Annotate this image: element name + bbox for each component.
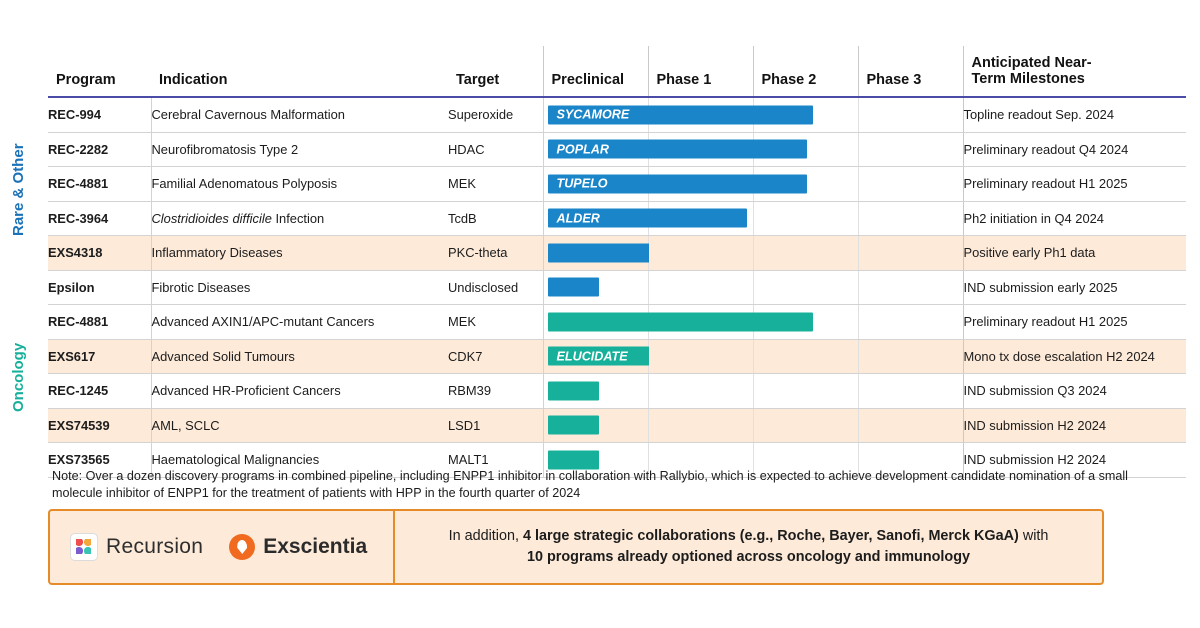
cell-phase-preclinical — [543, 132, 648, 167]
trial-name-label: TUPELO — [556, 176, 608, 191]
cell-phase-preclinical — [543, 305, 648, 340]
cell-target: PKC-theta — [448, 236, 543, 271]
exscientia-mark-icon — [229, 534, 255, 560]
group-label-oncology: Oncology — [10, 342, 27, 413]
table-row — [48, 167, 1186, 202]
cell-program: EXS73565 — [48, 443, 151, 478]
cell-indication: Advanced AXIN1/APC-mutant Cancers — [151, 305, 448, 340]
cell-milestone: Preliminary readout H1 2025 — [963, 167, 1186, 202]
cell-program: REC-3964 — [48, 201, 151, 236]
group-label-rare: Rare & Other — [10, 143, 27, 237]
cell-phase-preclinical — [543, 201, 648, 236]
cell-phase-3 — [858, 236, 963, 271]
exscientia-wordmark: Exscientia — [263, 535, 368, 558]
cell-program: EXS4318 — [48, 236, 151, 271]
partner-logos — [50, 511, 395, 583]
cell-phase-3 — [858, 97, 963, 132]
cell-phase-1 — [648, 270, 753, 305]
table-row — [48, 408, 1186, 443]
indication-italic: Clostridioides difficile — [151, 210, 272, 226]
cell-program: EXS617 — [48, 339, 151, 374]
cell-indication: Cerebral Cavernous Malformation — [151, 97, 448, 132]
cell-phase-1 — [648, 236, 753, 271]
table-row — [48, 374, 1186, 409]
cell-milestone: IND submission early 2025 — [963, 270, 1186, 305]
cell-program: REC-4881 — [48, 305, 151, 340]
cell-milestone: Preliminary readout Q4 2024 — [963, 132, 1186, 167]
cell-phase-1 — [648, 167, 753, 202]
cell-target: MEK — [448, 305, 543, 340]
table-row — [48, 236, 1186, 271]
cell-program: REC-4881 — [48, 167, 151, 202]
cell-program: Epsilon — [48, 270, 151, 305]
cell-phase-1 — [648, 305, 753, 340]
cell-milestone: IND submission Q3 2024 — [963, 374, 1186, 409]
cell-target: RBM39 — [448, 374, 543, 409]
cell-phase-1 — [648, 132, 753, 167]
cell-phase-2 — [753, 201, 858, 236]
cell-phase-2 — [753, 374, 858, 409]
cell-target: CDK7 — [448, 339, 543, 374]
cell-milestone: Ph2 initiation in Q4 2024 — [963, 201, 1186, 236]
cell-indication: Advanced HR-Proficient Cancers — [151, 374, 448, 409]
pipeline-note: Note: Over a dozen discovery programs in combined pipeline, including ENPP1 inhibitor in collaboration with Rallybio, which is expected to achieve development candidate nomination of a small molecule inhibitor of ENPP1 for the treatment of patients with HPP in the fourth quarter of 2024 — [52, 469, 1128, 500]
table-row — [48, 270, 1186, 305]
exscientia-logo — [229, 534, 367, 560]
header-milestones — [963, 46, 1186, 97]
footer-mid: with — [1018, 528, 1049, 545]
header-target: Target — [456, 72, 500, 88]
cell-milestone: Topline readout Sep. 2024 — [963, 97, 1186, 132]
cell-phase-preclinical — [543, 270, 648, 305]
recursion-logo — [70, 533, 203, 561]
cell-phase-2 — [753, 132, 858, 167]
cell-phase-preclinical — [543, 374, 648, 409]
cell-program: EXS74539 — [48, 408, 151, 443]
cell-phase-3 — [858, 270, 963, 305]
trial-name-label: POPLAR — [556, 142, 609, 157]
collaborations-banner — [48, 509, 1104, 585]
header-program: Program — [56, 72, 116, 88]
cell-target: LSD1 — [448, 408, 543, 443]
header-phase1: Phase 1 — [648, 46, 753, 97]
cell-phase-1 — [648, 97, 753, 132]
cell-phase-1 — [648, 374, 753, 409]
cell-indication — [151, 201, 448, 236]
cell-phase-2 — [753, 408, 858, 443]
table-header-row — [48, 46, 1186, 97]
table-row — [48, 201, 1186, 236]
table-row — [48, 339, 1186, 374]
cell-phase-preclinical — [543, 339, 648, 374]
cell-phase-3 — [858, 132, 963, 167]
cell-phase-2 — [753, 270, 858, 305]
cell-milestone: IND submission H2 2024 — [963, 408, 1186, 443]
cell-phase-1 — [648, 339, 753, 374]
header-preclinical: Preclinical — [543, 46, 648, 97]
cell-indication: Neurofibromatosis Type 2 — [151, 132, 448, 167]
trial-name-label: ELUCIDATE — [556, 349, 628, 364]
cell-target: Superoxide — [448, 97, 543, 132]
footer-bold-2: 10 programs already optioned across oncology and immunology — [526, 549, 970, 565]
cell-program: REC-994 — [48, 97, 151, 132]
cell-phase-2 — [753, 236, 858, 271]
cell-target: MALT1 — [448, 443, 543, 478]
progress-bar — [548, 278, 600, 297]
header-milestones-line2: Term Milestones — [971, 71, 1085, 88]
cell-phase-2 — [753, 339, 858, 374]
cell-phase-3 — [858, 408, 963, 443]
cell-phase-3 — [858, 339, 963, 374]
cell-target: MEK — [448, 167, 543, 202]
recursion-mark-icon — [70, 533, 98, 561]
cell-program: REC-2282 — [48, 132, 151, 167]
table-row — [48, 305, 1186, 340]
cell-milestone: Mono tx dose escalation H2 2024 — [963, 339, 1186, 374]
cell-phase-1 — [648, 408, 753, 443]
cell-phase-1 — [648, 201, 753, 236]
cell-target: TcdB — [448, 201, 543, 236]
footer-prefix: In addition, — [448, 528, 523, 545]
header-milestones-line1: Anticipated Near- — [971, 54, 1092, 71]
indication-rest: Infection — [271, 210, 325, 226]
cell-phase-3 — [858, 374, 963, 409]
cell-program: REC-1245 — [48, 374, 151, 409]
cell-phase-3 — [858, 167, 963, 202]
progress-bar — [548, 416, 600, 435]
cell-target: HDAC — [448, 132, 543, 167]
cell-target: Undisclosed — [448, 270, 543, 305]
table-row — [48, 132, 1186, 167]
collaborations-text — [395, 511, 1102, 583]
cell-indication: AML, SCLC — [151, 408, 448, 443]
footer-bold-1: 4 large strategic collaborations (e.g., Roche, Bayer, Sanofi, Merck KGaA) — [522, 528, 1019, 545]
cell-phase-preclinical — [543, 408, 648, 443]
cell-milestone: IND submission H2 2024 — [963, 443, 1186, 478]
recursion-wordmark: Recursion — [106, 535, 204, 558]
cell-phase-3 — [858, 201, 963, 236]
progress-bar — [548, 381, 600, 400]
cell-phase-3 — [858, 305, 963, 340]
progress-bar — [548, 450, 600, 469]
cell-indication: Fibrotic Diseases — [151, 270, 448, 305]
pipeline-table — [48, 46, 1186, 478]
cell-milestone: Positive early Ph1 data — [963, 236, 1186, 271]
cell-phase-preclinical — [543, 236, 648, 271]
cell-milestone: Preliminary readout H1 2025 — [963, 305, 1186, 340]
cell-indication: Familial Adenomatous Polyposis — [151, 167, 448, 202]
cell-phase-2 — [753, 97, 858, 132]
header-phase3: Phase 3 — [858, 46, 963, 97]
trial-name-label: SYCAMORE — [556, 107, 630, 122]
trial-name-label: ALDER — [556, 211, 600, 226]
cell-indication: Advanced Solid Tumours — [151, 339, 448, 374]
cell-phase-preclinical — [543, 97, 648, 132]
header-phase2: Phase 2 — [753, 46, 858, 97]
cell-indication: Inflammatory Diseases — [151, 236, 448, 271]
table-row — [48, 97, 1186, 132]
header-indication: Indication — [159, 72, 228, 88]
cell-phase-preclinical — [543, 167, 648, 202]
cell-indication: Haematological Malignancies — [151, 443, 448, 478]
cell-phase-2 — [753, 305, 858, 340]
cell-phase-2 — [753, 167, 858, 202]
